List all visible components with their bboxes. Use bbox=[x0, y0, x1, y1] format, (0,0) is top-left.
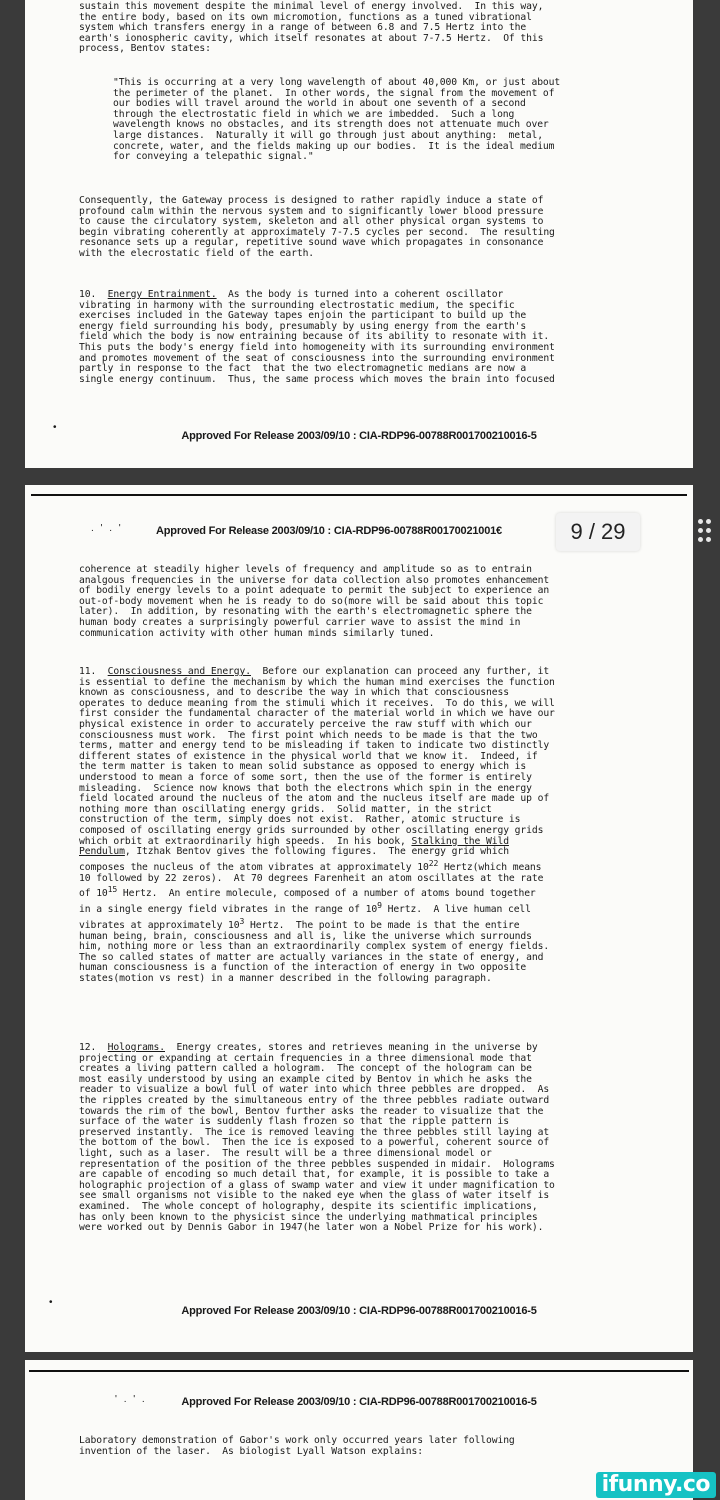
section-title: Energy Entrainment. bbox=[107, 289, 217, 300]
paragraph-coherence: coherence at steadily higher levels of frequency and amplitude so as to entrain analgous frequencies in the universe for data collection also promotes enhancement of bodily energy levels to a point adequate to permit the subject to experience an out-of-body movement when he is ready to do so(more will be said about this topic later). In addition, by resonating with the earth's electromagnetic sphere the human body creates a surprisingly powerful carrier wave to assist the mind in communication activity with other human minds similarly tuned. bbox=[79, 564, 550, 639]
section-10-energy-entrainment bbox=[79, 290, 649, 385]
exponent: 3 bbox=[239, 915, 245, 926]
page-footer: Approved For Release 2003/09/10 : CIA-RDP96-00788R001700210016-5 bbox=[181, 1305, 537, 1317]
scan-speck: • bbox=[53, 422, 57, 433]
exponent: 22 bbox=[428, 857, 439, 868]
page-header: Approved For Release 2003/09/10 : CIA-RDP96-00788R001700210016-5 bbox=[181, 1396, 537, 1408]
document-page-8 bbox=[25, 0, 693, 468]
scan-border bbox=[31, 494, 687, 496]
document-page-9 bbox=[25, 485, 693, 1352]
section-body: Energy creates, stores and retrieves meaning in the universe by projecting or expanding at certain frequencies in a three dimensional mode that creates a living pattern called a hologram. The concept of the hologram can be most easily understood by using an example cited by Bentov in which he asks the reader to visualize a bowl full of water into which three pebbles are dropped. As the ripples created by the simultaneous entry of the three pebbles radiate outward towards the rim of the bowl, Bentov further asks the reader to visualize that the surface of the water is suddenly flash frozen so that the ripple pattern is preserved instantly. The ice is removed leaving the three pebbles still laying at the bottom of the bowl. Then the ice is exposed to a powerful, coherent source of light, such as a laser. The result will be a three dimensional model or representation of the position of the three pebbles suspended in midair. Holograms are capable of encoding so much detail that, for example, it is possible to take a holographic projection of a glass of swamp water and view it under magnification to see small organisms not visible to the naked eye when the glass of water itself is examined. The whole concept of holography, despite its scientific implications, has only been known to the physicist since the underlying mathmatical principles were worked out by Dennis Gabor in 1947(he later won a Nobel Prize for his work). bbox=[79, 1042, 555, 1234]
ifunny-watermark: ifunny.co bbox=[596, 1472, 716, 1498]
section-11-consciousness-and-energy: 11. Consciousness and Energy. Before our explanation can proceed any further, it is essential to define the mechanism by which the human mind exercises the function known as consciousness, and to describe the way in which that consciousness operates to deduce meaning from the stimuli which it receives. To do this, we will first consider the fundamental character of the material world in which we have our physical existence in order to accurately perceive the raw stuff with which our consciousness must work. The first point which needs to be made is that the two terms, matter and energy tend to be misleading if taken to indicate two distinctly different states of existence in the physical world that we know it. Indeed, if the term matter is taken to mean solid substance as opposed to energy which is understood to mean a force of some sort, then the use of the former is entirely misleading. Science now knows that both the electrons which spin in the energy field located around the nucleus of the atom and the nucleus itself are made up of nothing more than oscillating energy grids. Solid matter, in the strict construction of the term, simply does not exist. Rather, atomic structure is composed of oscillating energy grids surrounded by other oscillating energy grids which orbit at extraordinarily high speeds. In his book, Stalking the Wild Pendulum, Itzhak Bentov gives the following figures. The energy grid which composes the nucleus of the atom vibrates at approximately $10^{22}$ Hertz(which means 10 followed by 22 zeros). At 70 degrees Farenheit an atom oscillates at the rate of $10^{15}$ Hertz. An entire molecule, composed of a number of atoms bound together in a single energy field vibrates in the range of $10^9$ Hertz. A live human cell vibrates at approximately $10^3$ Hertz. The point to be made is that the entire human being, brain, consciousness and all is, like the universe which surrounds him, nothing more or less than an extraordinarily complex system of energy fields. The so called states of matter are actually variances in the state of energy, and human consciousness is a function of the interaction of energy in two opposite states(motion vs rest) in a manner described in the following paragraph. bbox=[79, 666, 555, 984]
paragraph-consequently: Consequently, the Gateway process is designed to rather rapidly induce a state of profound calm within the nervous system and to significantly lower blood pressure to cause the circulatory system, skeleton and all other physical organ systems to begin vibrating coherently at approximately 7-7.5 cycles per second. The resulting resonance sets up a regular, repetitive sound wave which propagates in consonance with the elecrostatic field of the earth. bbox=[79, 195, 555, 259]
page-counter: 9 / 29 bbox=[556, 513, 640, 551]
section-number: 10. bbox=[79, 289, 108, 300]
section-number: 11. bbox=[79, 666, 108, 677]
section-title: Consciousness and Energy. bbox=[107, 666, 251, 677]
scan-border bbox=[29, 1370, 689, 1372]
section-12-holograms bbox=[79, 1043, 649, 1234]
section-title: Holograms. bbox=[107, 1042, 165, 1053]
scan-speck: • bbox=[49, 1297, 53, 1308]
exponent: 15 bbox=[107, 884, 118, 895]
book-title: Pendulum bbox=[79, 846, 125, 858]
scan-speck: . ' . ' bbox=[91, 523, 123, 534]
section-body: Before our explanation can proceed any further, it is essential to define the mechanism by which the human mind exercises the function known as consciousness, and to describe the way in which that consciousness operates to deduce meaning from the stimuli which it receives. To do this, we will first consider the fundamental character of the material world in which we have our physical existence in order to accurately perceive the raw stuff with which our consciousness must work. The first point which needs to be made is that the two terms, matter and energy tend to be misleading if taken to indicate two distinctly different states of existence in the physical world that we know it. Indeed, if the term matter is taken to mean solid substance as opposed to energy which is understood to mean a force of some sort, then the use of the former is entirely misleading. Science now knows that both the electrons which spin in the energy field located around the nucleus of the atom and the nucleus itself are made up of nothing more than oscillating energy grids. Solid matter, in the strict construction of the term, simply does not exist. Rather, atomic structure is composed of oscillating energy grids surrounded by other oscillating energy grids which orbit at extraordinarily high speeds. In his book, bbox=[79, 666, 555, 847]
exponent: 9 bbox=[377, 899, 382, 910]
scan-speck: ' . ' . bbox=[115, 1394, 147, 1405]
page-footer: Approved For Release 2003/09/10 : CIA-RDP96-00788R001700210016-5 bbox=[181, 430, 537, 442]
book-title: Stalking the Wild bbox=[411, 835, 509, 847]
document-page-10 bbox=[25, 1360, 693, 1500]
paragraph-resonance: sustain this movement despite the minimal level of energy involved. In this way, the entire body, based on its own micromotion, functions as a tuned vibrational system which transfers energy in a range of between 6.8 and 7.5 Hertz into the earth's ionospheric cavity, which itself resonates at about 7-7.5 Hertz. Of this process, Bentov states: bbox=[79, 1, 544, 55]
paragraph-laboratory: Laboratory demonstration of Gabor's work only occurred years later following invention of the laser. As biologist Lyall Watson explains: bbox=[79, 1435, 515, 1457]
section-body: As the body is turned into a coherent oscillator vibrating in harmony with the surrounding electrostatic medium, the specific exercises included in the Gateway tapes enjoin the participant to build up the energy field surrounding his body, presumably by using energy from the earth's field which the body is now entraining because of its ability to resonate with it. This puts the body's energy field into homogeneity with its surrounding environment and promotes movement of the seat of consciousness into the surrounding environment partly in response to the fact that the two electromagnetic medians are now a single energy continuum. Thus, the same process which moves the brain into focused bbox=[79, 289, 555, 385]
section-number: 12. bbox=[79, 1042, 108, 1053]
bentov-quote: "This is occurring at a very long wavelength of about 40,000 Km, or just about the perimeter of the planet. In other words, the signal from the movement of our bodies will travel around the world in about one seventh of a second through the electrostatic field in which we are imbedded. Such a long wavelength knows no obstacles, and its strength does not attenuate much over large distances. Naturally it will go through just about anything: metal, concrete, water, and the fields making up our bodies. It is the ideal medium for conveying a telepathic signal." bbox=[113, 77, 561, 163]
vertical-ellipsis-icon[interactable] bbox=[698, 517, 718, 547]
page-header: Approved For Release 2003/09/10 : CIA-RDP96-00788R00170021001€ bbox=[156, 525, 502, 537]
